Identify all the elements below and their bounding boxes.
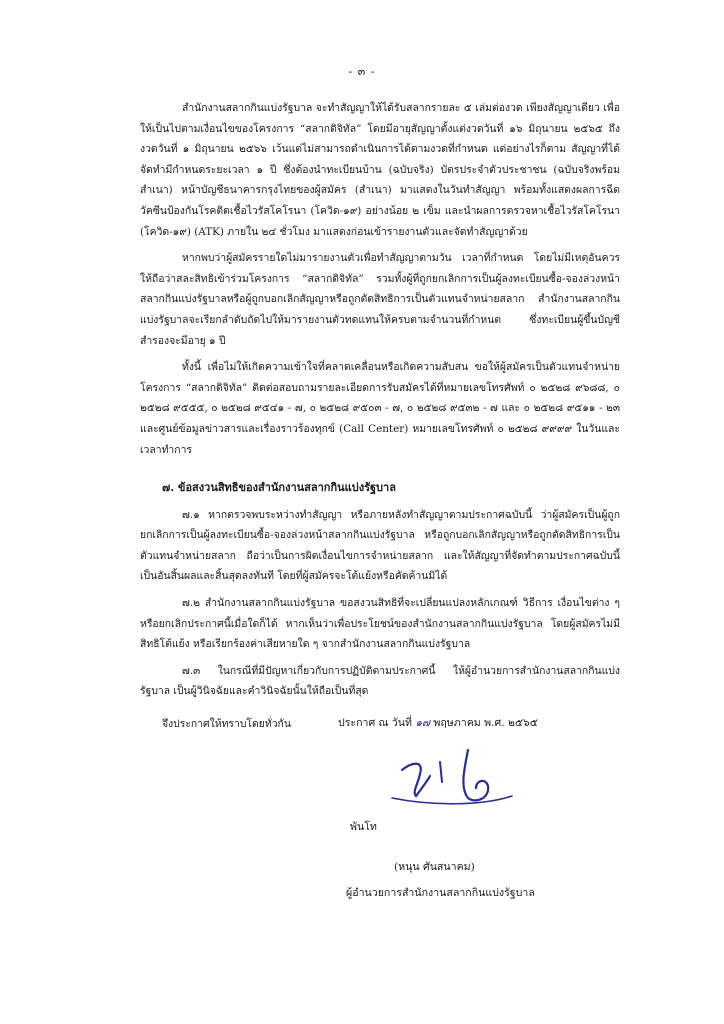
paragraph-contract-terms: สำนักงานสลากกินแบ่งรัฐบาล จะทำสัญญาให้ได้รับสลากรายละ ๕ เล่มต่องวด เพียงสัญญาเดียว เพื่อให้เป็นไปตามเงื่อนไขของโครงการ “สลากดิจิทัล” โดยมีอายุสัญญาตั้งแต่งวดวันที่ ๑๖ มิถุนายน ๒๕๖๕ ถึงงวดวันที่ ๑ มิถุนายน ๒๕๖๖ เว้นแต่ไม่สามารถดำเนินการได้ตามงวดที่กำหนด แต่อย่างไรก็ตาม สัญญาที่ได้จัดทำมีกำหนดระยะเวลา ๑ ปี ซึ่งต้องนำทะเบียนบ้าน (ฉบับจริง) บัตรประจำตัวประชาชน (ฉบับจริงพร้อมสำเนา) หน้าบัญชีธนาคารกรุงไทยของผู้สมัคร (สำเนา) มาแสดงในวันทำสัญญา พร้อมทั้งแสดงผลการฉีดวัคซีนป้องกันโรคติดเชื้อไวรัสโคโรนา (โควิด-๑๙) อย่างน้อย ๒ เข็ม และนำผลการตรวจหาเชื้อไวรัสโคโรนา (โควิด-๑๙) (ATK) ภายใน ๒๔ ชั่วโมง มาแสดงก่อนเข้ารายงานตัวและจัดทำสัญญาด้วย bbox=[140, 102, 620, 238]
clause-7-3: ๗.๓ ในกรณีที่มีปัญหาเกี่ยวกับการปฏิบัติตามประกาศนี้ ให้ผู้อำนวยการสำนักงานสลากกินแบ่งรัฐบาล เป็นผู้วินิจฉัยและคำวินิจฉัยนั้นให้ถือเป็นที่สุด bbox=[140, 664, 620, 698]
signatory-name: (หนุน ศันสนาคม) bbox=[394, 861, 475, 873]
clause-7-1: ๗.๑ หากตรวจพบระหว่างทำสัญญา หรือภายหลังทำสัญญาตามประกาศฉบับนี้ ว่าผู้สมัครเป็นผู้ถูกยกเลิกการเป็นผู้ลงทะเบียนซื้อ-จองล่วงหน้าสลากกินแบ่งรัฐบาล หรือถูกบอกเลิกสัญญาหรือถูกตัดสิทธิการเป็นตัวแทนจำหน่ายสลาก ถือว่าเป็นการผิดเงื่อนไขการจำหน่ายสลาก และให้สัญญาที่จัดทำตามประกาศฉบับนี้เป็นอันสิ้นผลและสิ้นสุดลงทันที โดยที่ผู้สมัครจะโต้แย้งหรือคัดค้านมิได้ bbox=[140, 508, 620, 583]
page-number: - ๓ - bbox=[348, 65, 376, 78]
clause-7-2: ๗.๒ สำนักงานสลากกินแบ่งรัฐบาล ขอสงวนสิทธิที่จะเปลี่ยนแปลงหลักเกณฑ์ วิธีการ เงื่อนไขต่าง ๆ หรือยกเลิกประกาศนี้เมื่อใดก็ได้ หากเห็นว่าเพื่อประโยชน์ของสำนักงานสลากกินแบ่งรัฐบาล โดยผู้สมัครไม่มีสิทธิโต้แย้ง หรือเรียกร้องค่าเสียหายใด ๆ จากสำนักงานสลากกินแบ่งรัฐบาล bbox=[140, 597, 620, 651]
signatory-position: ผู้อำนวยการสำนักงานสลากกินแบ่งรัฐบาล bbox=[346, 887, 535, 899]
paragraph-contact-info: ทั้งนี้ เพื่อไม่ให้เกิดความเข้าใจที่คลาดเคลื่อนหรือเกิดความสับสน ขอให้ผู้สมัครเป็นตัวแทนจำหน่ายโครงการ “สลากดิจิทัล” ติดต่อสอบถามรายละเอียดการรับสมัครได้ที่หมายเลขโทรศัพท์ ๐ ๒๕๒๘ ๙๖๘๘, ๐ ๒๕๒๘ ๙๕๕๕, ๐ ๒๕๒๘ ๙๕๔๑ - ๗, ๐ ๒๕๒๘ ๙๕๐๓ - ๗, ๐ ๒๕๒๘ ๙๕๓๒ - ๗ และ ๐ ๒๕๒๘ ๙๕๑๑ - ๒๓ และศูนย์ข้อมูลข่าวสารและเรื่องราวร้องทุกข์ (Call Center) หมายเลขโทรศัพท์ ๐ ๒๕๒๘ ๙๙๙๙ ในวันและเวลาทำการ bbox=[140, 361, 620, 456]
closing-statement: จึงประกาศให้ทราบโดยทั่วกัน bbox=[162, 718, 291, 731]
paragraph-forfeit-rights: หากพบว่าผู้สมัครรายใดไม่มารายงานตัวเพื่อทำสัญญาตามวัน เวลาที่กำหนด โดยไม่มีเหตุอันควร ให้ถือว่าสละสิทธิเข้าร่วมโครงการ “สลากดิจิทัล” รวมทั้งผู้ที่ถูกยกเลิกการเป็นผู้ลงทะเบียนซื้อ-จองล่วงหน้าสลากกินแบ่งรัฐบาลหรือผู้ถูกบอกเลิกสัญญาหรือถูกตัดสิทธิการเป็นตัวแทนจำหน่ายสลาก สำนักงานสลากกินแบ่งรัฐบาลจะเรียกลำดับถัดไปให้มารายงานตัวทดแทนให้ครบตามจำนวนที่กำหนด ซึ่งทะเบียนผู้ขึ้นบัญชีสำรองจะมีอายุ ๑ ปี bbox=[140, 252, 620, 347]
announce-month: พฤษภาคม bbox=[433, 717, 481, 729]
signatory-rank: พันโท bbox=[350, 821, 377, 833]
announce-year: พ.ศ. ๒๕๖๕ bbox=[484, 717, 538, 729]
document-body bbox=[140, 98, 620, 735]
announcement-date-line bbox=[338, 713, 638, 733]
announce-day: ๑๗ bbox=[415, 717, 431, 729]
section-7-heading: ๗. ข้อสงวนสิทธิของสำนักงานสลากกินแบ่งรัฐบาล bbox=[162, 481, 396, 495]
handwritten-signature bbox=[372, 740, 532, 810]
announce-prefix: ประกาศ ณ วันที่ bbox=[338, 717, 412, 729]
